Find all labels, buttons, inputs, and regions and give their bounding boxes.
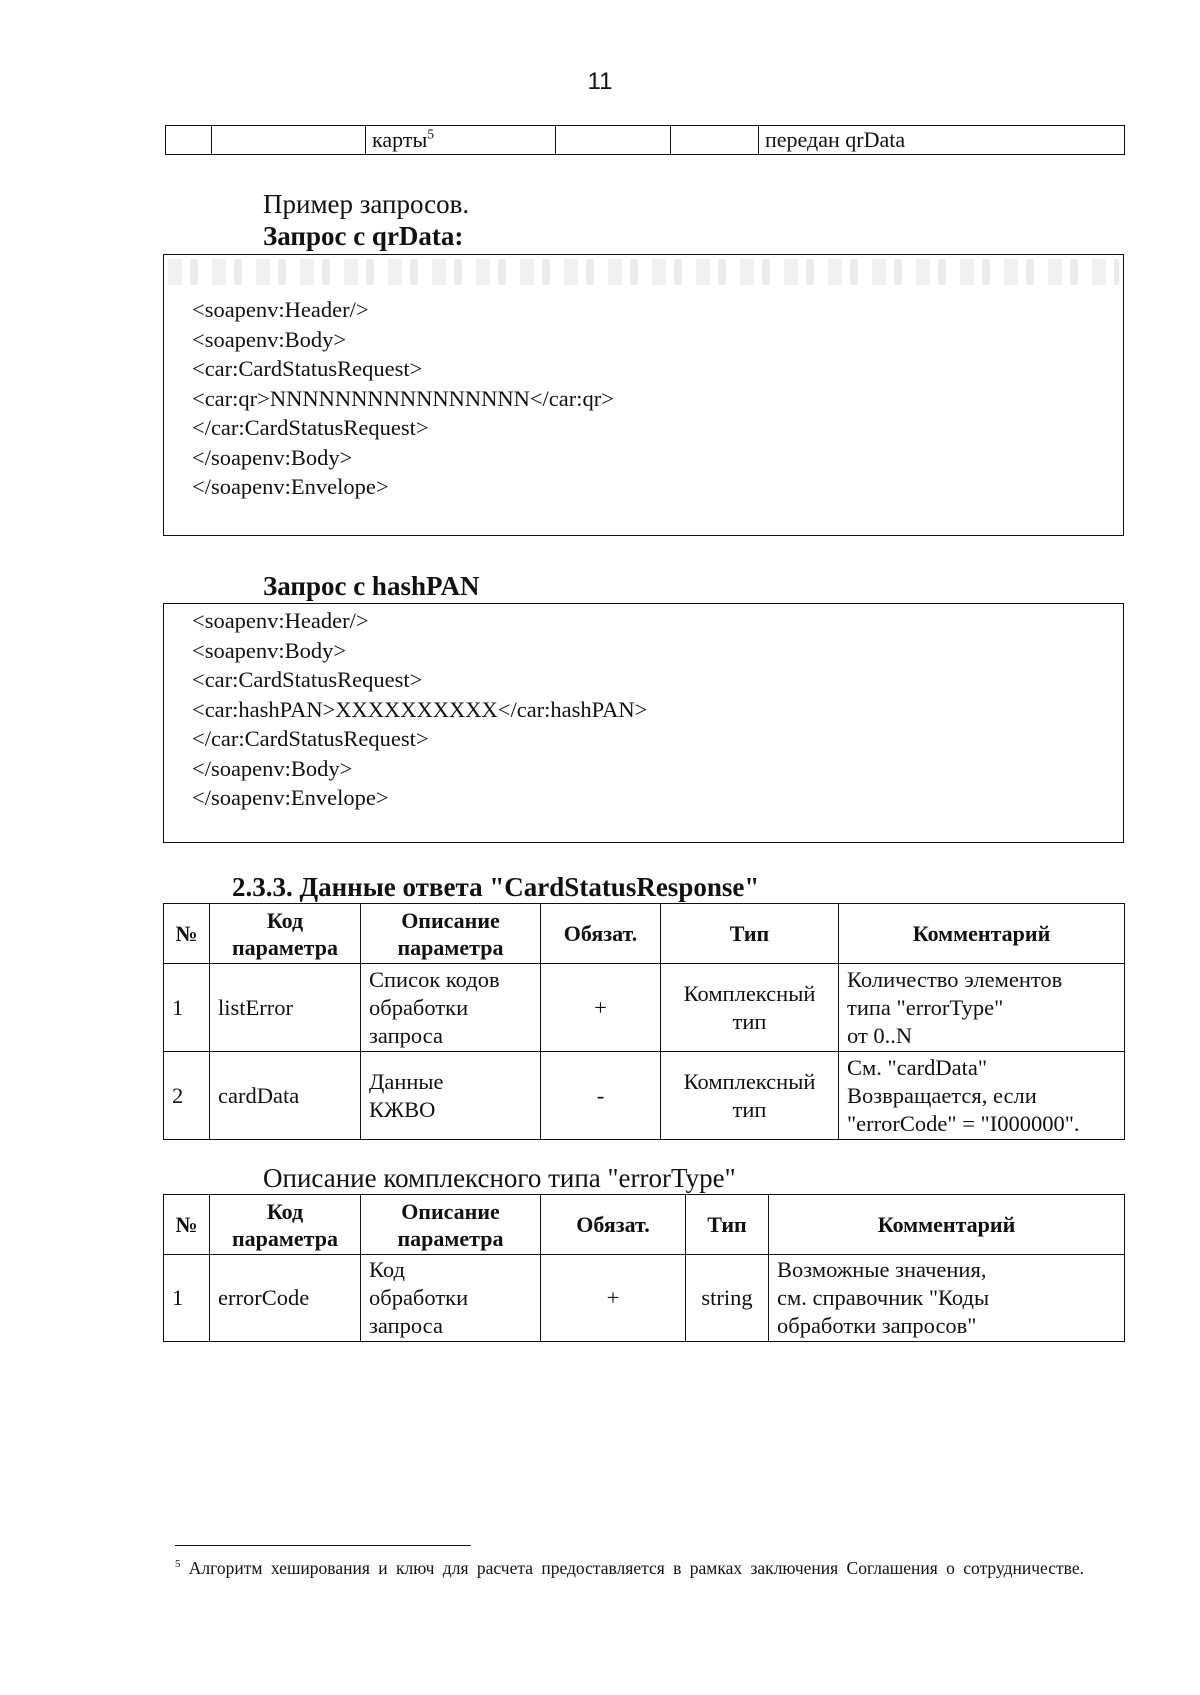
footnote-ref: 5 (427, 126, 435, 142)
code-line: <soapenv:Header/> (192, 608, 369, 633)
code-lines (164, 295, 1123, 502)
page-number: 11 (587, 68, 613, 95)
code-line: <soapenv:Header/> (192, 297, 369, 322)
comment-line: типа "errorType" (847, 994, 1004, 1020)
cell-num: 1 (164, 964, 210, 1052)
header-comment: Комментарий (769, 1195, 1125, 1255)
header-code-line-2: параметра (232, 934, 338, 960)
comment-line: См. "cardData" (847, 1054, 988, 1080)
code-line: <soapenv:Body> (192, 326, 347, 352)
desc-line: обработки (369, 1285, 469, 1310)
desc-line: запроса (369, 1022, 443, 1048)
cell-desc (361, 1255, 541, 1342)
footnote (175, 1555, 1105, 1582)
comment-line: см. справочник "Коды (777, 1285, 990, 1310)
header-comment: Комментарий (839, 904, 1125, 964)
header-num: № (164, 904, 210, 964)
examples-heading: Пример запросов. (263, 189, 470, 219)
code-line: </soapenv:Envelope> (192, 785, 389, 810)
comment-line: Возвращается, если (847, 1082, 1037, 1108)
comment-line: обработки запросов" (777, 1313, 977, 1338)
code-line: </soapenv:Envelope> (192, 474, 389, 499)
comment-line: "errorCode" = "I000000". (847, 1110, 1080, 1136)
continuation-table (165, 125, 1125, 155)
footnote-text: Алгоритм хеширования и ключ для расчета предоставляется в рамках заключения Соглашения о сотрудничестве. (188, 1558, 1084, 1578)
code-line: </soapenv:Body> (192, 755, 353, 781)
code-line: </car:CardStatusRequest> (192, 415, 429, 440)
table-cell: передан qrData (759, 126, 1125, 155)
cell-required: + (541, 1255, 686, 1342)
table-cell (212, 126, 366, 155)
header-type: Тип (686, 1195, 769, 1255)
cell-num: 2 (164, 1052, 210, 1140)
comment-line: от 0..N (847, 1022, 913, 1048)
response-section-title: 2.3.3. Данные ответа "CardStatusResponse" (232, 872, 760, 902)
table-cell (556, 126, 671, 155)
header-desc-line-2: параметра (397, 934, 504, 960)
table-header-row (164, 1195, 1125, 1255)
desc-line: запроса (369, 1313, 443, 1338)
code-line: <soapenv:Body> (192, 637, 347, 663)
cell-comment (839, 1052, 1125, 1140)
desc-line: Код (369, 1257, 405, 1282)
code-line: </soapenv:Body> (192, 444, 353, 470)
header-desc-line-2: параметра (397, 1225, 504, 1251)
type-line: Комплексный (683, 1068, 816, 1094)
code-lines (164, 604, 1123, 813)
code-line: </car:CardStatusRequest> (192, 726, 429, 751)
table-row (166, 126, 1125, 155)
type-line: Комплексный (683, 980, 816, 1006)
header-code (210, 1195, 361, 1255)
header-num: № (164, 1195, 210, 1255)
comment-line: Количество элементов (847, 966, 1063, 992)
desc-line: Данные (369, 1068, 444, 1094)
code-line: <car:CardStatusRequest> (192, 356, 423, 381)
code-line: <car:hashPAN>XXXXXXXXXX</car:hashPAN> (192, 696, 648, 722)
header-code (210, 904, 361, 964)
hash-request-title: Запрос с hashPAN (263, 571, 480, 601)
table-cell (671, 126, 759, 155)
cell-code: cardData (210, 1052, 361, 1140)
cell-code: errorCode (210, 1255, 361, 1342)
table-row (164, 1255, 1125, 1342)
desc-line: КЖВО (369, 1096, 436, 1122)
desc-line: обработки (369, 994, 469, 1020)
errortype-section-title: Описание комплексного типа "errorType" (263, 1163, 736, 1193)
desc-line: Список кодов (369, 966, 500, 992)
header-type: Тип (661, 904, 839, 964)
cell-type: string (686, 1255, 769, 1342)
qr-request-code-box (163, 254, 1124, 536)
type-line: тип (732, 1008, 767, 1034)
cell-text: карты (372, 127, 428, 152)
table-row (164, 964, 1125, 1052)
table-header-row (164, 904, 1125, 964)
cell-num: 1 (164, 1255, 210, 1342)
header-desc-line-1: Описание (401, 1198, 500, 1224)
hash-request-code-box (163, 603, 1124, 843)
cell-comment (769, 1255, 1125, 1342)
footnote-divider (175, 1545, 471, 1546)
table-row (164, 1052, 1125, 1140)
header-desc (361, 904, 541, 964)
footnote-mark: 5 (175, 1558, 181, 1571)
table-cell (366, 126, 556, 155)
qr-request-title: Запрос с qrData: (263, 221, 464, 251)
header-code-line-1: Код (266, 907, 304, 933)
cell-required: - (541, 1052, 661, 1140)
header-code-line-1: Код (266, 1198, 304, 1224)
table-cell (166, 126, 212, 155)
cell-type (661, 1052, 839, 1140)
cell-desc (361, 964, 541, 1052)
code-line: <car:qr>NNNNNNNNNNNNNNNN</car:qr> (192, 385, 614, 411)
cell-desc (361, 1052, 541, 1140)
response-table (163, 903, 1125, 1140)
type-line: тип (732, 1096, 767, 1122)
cell-type (661, 964, 839, 1052)
header-required: Обязат. (541, 1195, 686, 1255)
scan-artifact (168, 259, 1119, 285)
header-required: Обязат. (541, 904, 661, 964)
cell-comment (839, 964, 1125, 1052)
header-desc (361, 1195, 541, 1255)
header-code-line-2: параметра (232, 1225, 338, 1251)
cell-required: + (541, 964, 661, 1052)
comment-line: Возможные значения, (777, 1257, 987, 1282)
errortype-table (163, 1194, 1125, 1342)
cell-code: listError (210, 964, 361, 1052)
header-desc-line-1: Описание (401, 907, 500, 933)
code-line: <car:CardStatusRequest> (192, 667, 423, 692)
